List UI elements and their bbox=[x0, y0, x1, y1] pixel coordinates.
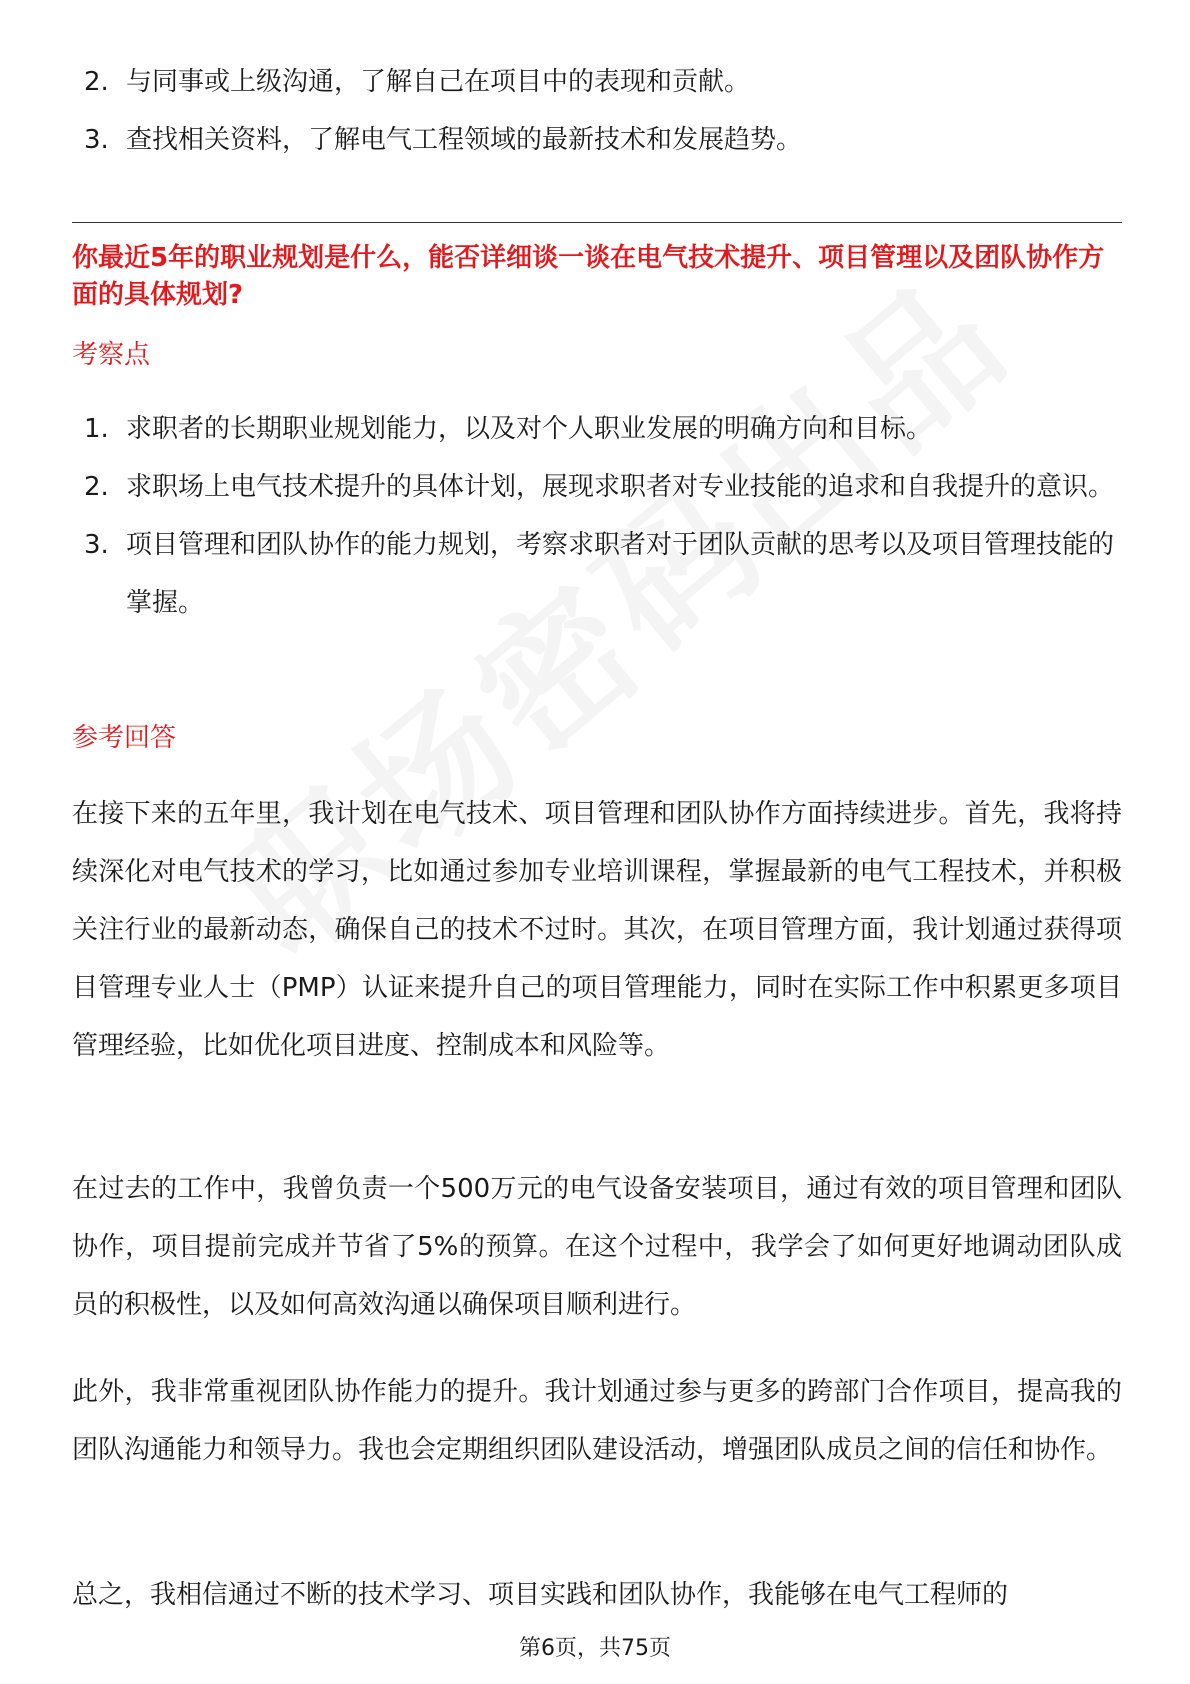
list-item-number: 2. bbox=[84, 67, 109, 97]
list-item-number: 3. bbox=[84, 530, 109, 560]
answer-paragraph: 在接下来的五年里，我计划在电气技术、项目管理和团队协作方面持续进步。首先，我将持续深化对电气技术的学习，比如通过参加专业培训课程，掌握最新的电气工程技术，并积极关注行业的最新动态，确保自己的技术不过时。其次，在项目管理方面，我计划通过获得项目管理专业人士（PMP）认证来提升自己的项目管理能力，同时在实际工作中积累更多项目管理经验，比如优化项目进度、控制成本和风险等。 bbox=[72, 799, 1122, 1061]
list-item-text: 求职场上电气技术提升的具体计划，展现求职者对专业技能的追求和自我提升的意识。 bbox=[126, 472, 1115, 502]
list-item-text: 查找相关资料，了解电气工程领域的最新技术和发展趋势。 bbox=[126, 125, 803, 155]
page-footer: 第6页，共75页 bbox=[0, 1634, 1190, 1664]
list-item bbox=[72, 111, 1122, 169]
list-item-number: 2. bbox=[84, 472, 109, 502]
interview-question: 你最近5年的职业规划是什么，能否详细谈一谈在电气技术提升、项目管理以及团队协作方面的具体规划? bbox=[72, 243, 1105, 310]
answer-paragraph: 总之，我相信通过不断的技术学习、项目实践和团队协作，我能够在电气工程师的 bbox=[72, 1580, 1009, 1610]
list-item-text: 与同事或上级沟通，了解自己在项目中的表现和贡献。 bbox=[126, 67, 751, 97]
list-item bbox=[72, 516, 1122, 632]
section-divider bbox=[72, 222, 1122, 223]
list-item bbox=[72, 53, 1122, 111]
list-item-number: 1. bbox=[84, 414, 109, 444]
list-item bbox=[72, 400, 1122, 458]
list-item-number: 3. bbox=[84, 125, 109, 155]
answer-paragraph: 此外，我非常重视团队协作能力的提升。我计划通过参与更多的跨部门合作项目，提高我的团队沟通能力和领导力。我也会定期组织团队建设活动，增强团队成员之间的信任和协作。 bbox=[72, 1377, 1122, 1465]
key-points-list bbox=[72, 400, 1122, 632]
list-item-text: 项目管理和团队协作的能力规划，考察求职者对于团队贡献的思考以及项目管理技能的掌握。 bbox=[126, 530, 1115, 618]
key-points-heading: 考察点 bbox=[72, 340, 151, 370]
answer-paragraph: 在过去的工作中，我曾负责一个500万元的电气设备安装项目，通过有效的项目管理和团队协作，项目提前完成并节省了5%的预算。在这个过程中，我学会了如何更好地调动团队成员的积极性，以及如何高效沟通以确保项目顺利进行。 bbox=[72, 1174, 1122, 1320]
list-item-text: 求职者的长期职业规划能力，以及对个人职业发展的明确方向和目标。 bbox=[126, 414, 933, 444]
reference-answer-heading: 参考回答 bbox=[72, 723, 177, 753]
list-item bbox=[72, 458, 1122, 516]
previous-answer-list bbox=[72, 53, 1122, 169]
